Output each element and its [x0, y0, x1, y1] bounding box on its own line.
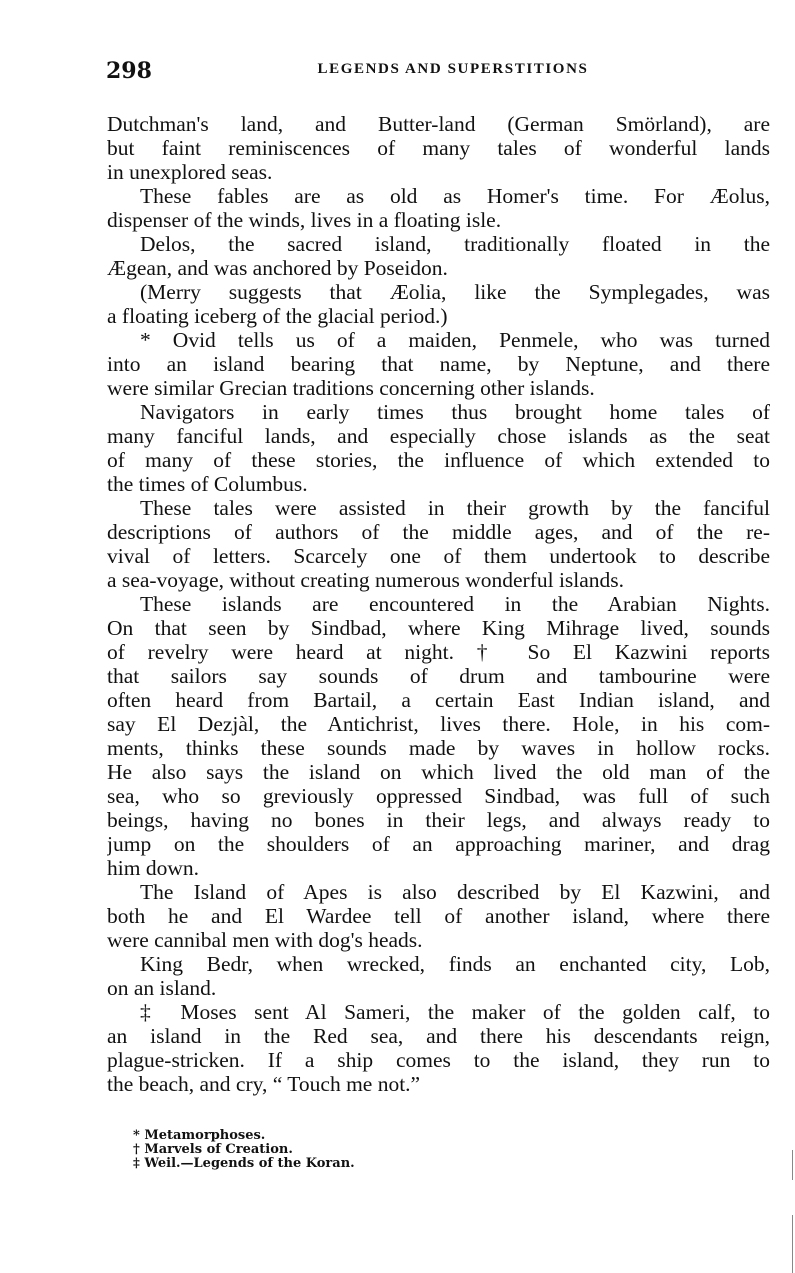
paragraph — [107, 592, 770, 880]
text-line: Dutchman's land, and Butter-land (German Smörland), are — [107, 112, 770, 136]
text-line: These fables are as old as Homer's time. For Æolus, — [140, 184, 770, 208]
text-line: that sailors say sounds of drum and tambourine were — [107, 664, 770, 688]
running-title: LEGENDS AND SUPERSTITIONS — [317, 61, 589, 77]
text-line: He also says the island on which lived the old man of the — [107, 760, 770, 784]
text-line: the times of Columbus. — [107, 472, 308, 496]
text-line: beings, having no bones in their legs, and always ready to — [107, 808, 770, 832]
text-line: of revelry were heard at night. † So El Kazwini reports — [107, 640, 770, 664]
page-edge-mark — [792, 1215, 793, 1273]
text-line: sea, who so greviously oppressed Sindbad, was full of such — [107, 784, 770, 808]
text-line: vival of letters. Scarcely one of them undertook to describe — [107, 544, 770, 568]
paragraph — [107, 1000, 770, 1096]
text-line: The Island of Apes is also described by El Kazwini, and — [140, 880, 770, 904]
text-line: were similar Grecian traditions concerning other islands. — [107, 376, 595, 400]
body-text — [107, 112, 770, 1096]
text-line: in unexplored seas. — [107, 160, 273, 184]
footnote: † Marvels of Creation. — [133, 1142, 293, 1157]
text-line: King Bedr, when wrecked, finds an enchanted city, Lob, — [140, 952, 770, 976]
text-line: dispenser of the winds, lives in a floating isle. — [107, 208, 502, 232]
paragraph — [107, 232, 770, 280]
footnote: * Metamorphoses. — [133, 1128, 266, 1143]
text-line: * Ovid tells us of a maiden, Penmele, who was turned — [140, 328, 770, 352]
text-line: often heard from Bartail, a certain East Indian island, and — [107, 688, 770, 712]
text-line: a sea-voyage, without creating numerous wonderful islands. — [107, 568, 625, 592]
paragraph — [107, 400, 770, 496]
paragraph — [107, 112, 770, 184]
text-line: Ægean, and was anchored by Poseidon. — [107, 256, 448, 280]
text-line: say El Dezjàl, the Antichrist, lives there. Hole, in his com- — [107, 712, 770, 736]
text-line: on an island. — [107, 976, 217, 1000]
text-line: the beach, and cry, “ Touch me not.” — [107, 1072, 421, 1096]
text-line: into an island bearing that name, by Neptune, and there — [107, 352, 770, 376]
text-line: of many of these stories, the influence of which extended to — [107, 448, 770, 472]
text-line: These islands are encountered in the Arabian Nights. — [140, 592, 770, 616]
page-edge-mark — [792, 1150, 793, 1180]
footnote: ‡ Weil.—Legends of the Koran. — [133, 1156, 355, 1171]
text-line: jump on the shoulders of an approaching mariner, and drag — [107, 832, 770, 856]
paragraph — [107, 184, 770, 232]
text-line: descriptions of authors of the middle ages, and of the re- — [107, 520, 770, 544]
paragraph — [107, 880, 770, 952]
text-line: Delos, the sacred island, traditionally floated in the — [140, 232, 770, 256]
text-line: Navigators in early times thus brought home tales of — [140, 400, 770, 424]
text-line: ‡ Moses sent Al Sameri, the maker of the golden calf, to — [140, 1000, 770, 1024]
paragraph — [107, 952, 770, 1000]
text-line: an island in the Red sea, and there his descendants reign, — [107, 1024, 770, 1048]
text-line: were cannibal men with dog's heads. — [107, 928, 423, 952]
text-line: These tales were assisted in their growth by the fanciful — [140, 496, 770, 520]
footnotes — [133, 1129, 355, 1171]
text-line: a floating iceberg of the glacial period.) — [107, 304, 448, 328]
text-line: many fanciful lands, and especially chose islands as the seat — [107, 424, 770, 448]
paragraph — [107, 496, 770, 592]
page-number: 298 — [106, 58, 152, 84]
text-line: but faint reminiscences of many tales of wonderful lands — [107, 136, 770, 160]
text-line: (Merry suggests that Æolia, like the Symplegades, was — [140, 280, 770, 304]
paragraph — [107, 328, 770, 400]
text-line: ments, thinks these sounds made by waves in hollow rocks. — [107, 736, 770, 760]
text-line: plague-stricken. If a ship comes to the island, they run to — [107, 1048, 770, 1072]
paragraph — [107, 280, 770, 328]
text-line: both he and El Wardee tell of another island, where there — [107, 904, 770, 928]
text-line: On that seen by Sindbad, where King Mihrage lived, sounds — [107, 616, 770, 640]
page-header — [106, 58, 770, 84]
text-line: him down. — [107, 856, 199, 880]
